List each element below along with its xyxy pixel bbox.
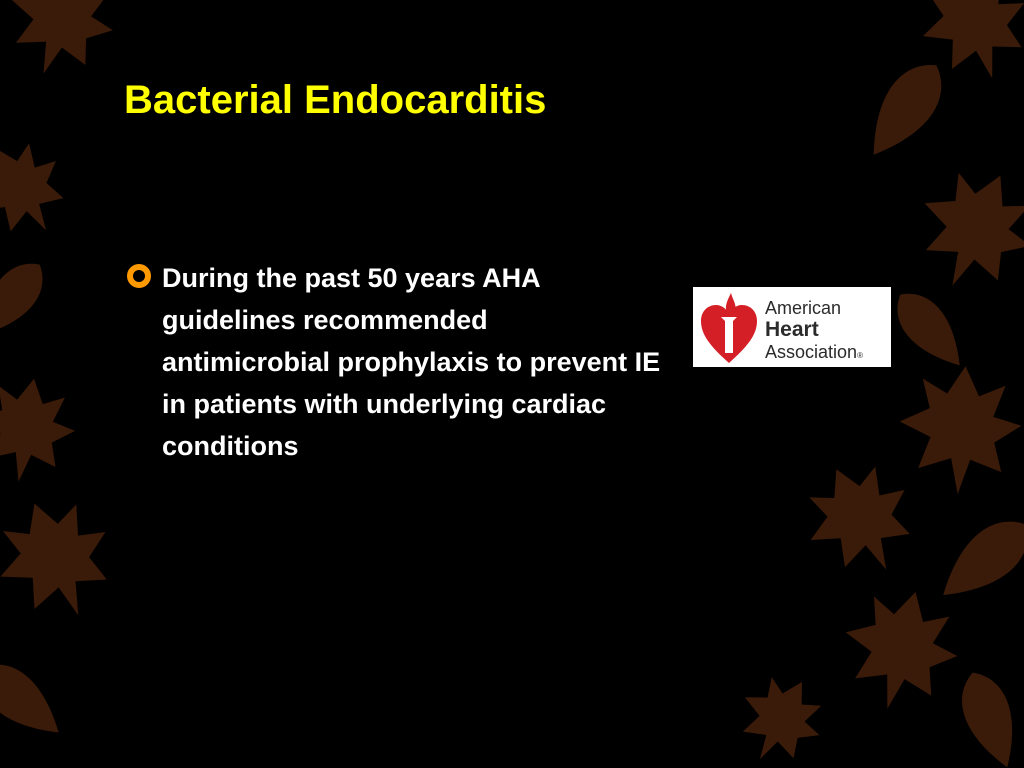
logo-line-3-text: Association bbox=[765, 342, 858, 362]
autumn-leaf-icon bbox=[927, 506, 1024, 614]
autumn-leaf-icon bbox=[952, 665, 1024, 768]
logo-line-3 bbox=[765, 341, 863, 367]
autumn-leaf-icon bbox=[788, 447, 932, 593]
autumn-leaf-icon bbox=[0, 370, 83, 490]
heart-torch-logo-icon bbox=[699, 291, 759, 365]
autumn-leaf-icon bbox=[884, 281, 975, 378]
autumn-leaf-icon bbox=[0, 0, 129, 91]
bullet-text: During the past 50 years AHA guidelines recommended antimicrobial prophylaxis to prevent IE in patients with underlying cardiac conditions bbox=[162, 263, 661, 461]
autumn-leaf-icon bbox=[898, 152, 1024, 309]
autumn-leaf-icon bbox=[0, 484, 129, 636]
autumn-leaf-icon bbox=[0, 251, 56, 348]
autumn-leaf-icon bbox=[894, 361, 1024, 499]
autumn-leaf-icon bbox=[0, 126, 83, 255]
hollow-circle-bullet-icon bbox=[126, 263, 152, 289]
autumn-leaf-icon bbox=[722, 661, 838, 768]
logo-line-1: American bbox=[765, 298, 842, 318]
logo-line-2: Heart bbox=[765, 318, 819, 341]
autumn-leaf-icon bbox=[829, 577, 970, 722]
autumn-leaf-icon bbox=[854, 51, 957, 169]
registered-mark: ® bbox=[857, 351, 863, 360]
aha-logo bbox=[693, 287, 891, 367]
slide-title: Bacterial Endocarditis bbox=[124, 78, 547, 122]
logo-wordmark bbox=[765, 297, 863, 367]
autumn-leaf-icon bbox=[0, 650, 73, 749]
